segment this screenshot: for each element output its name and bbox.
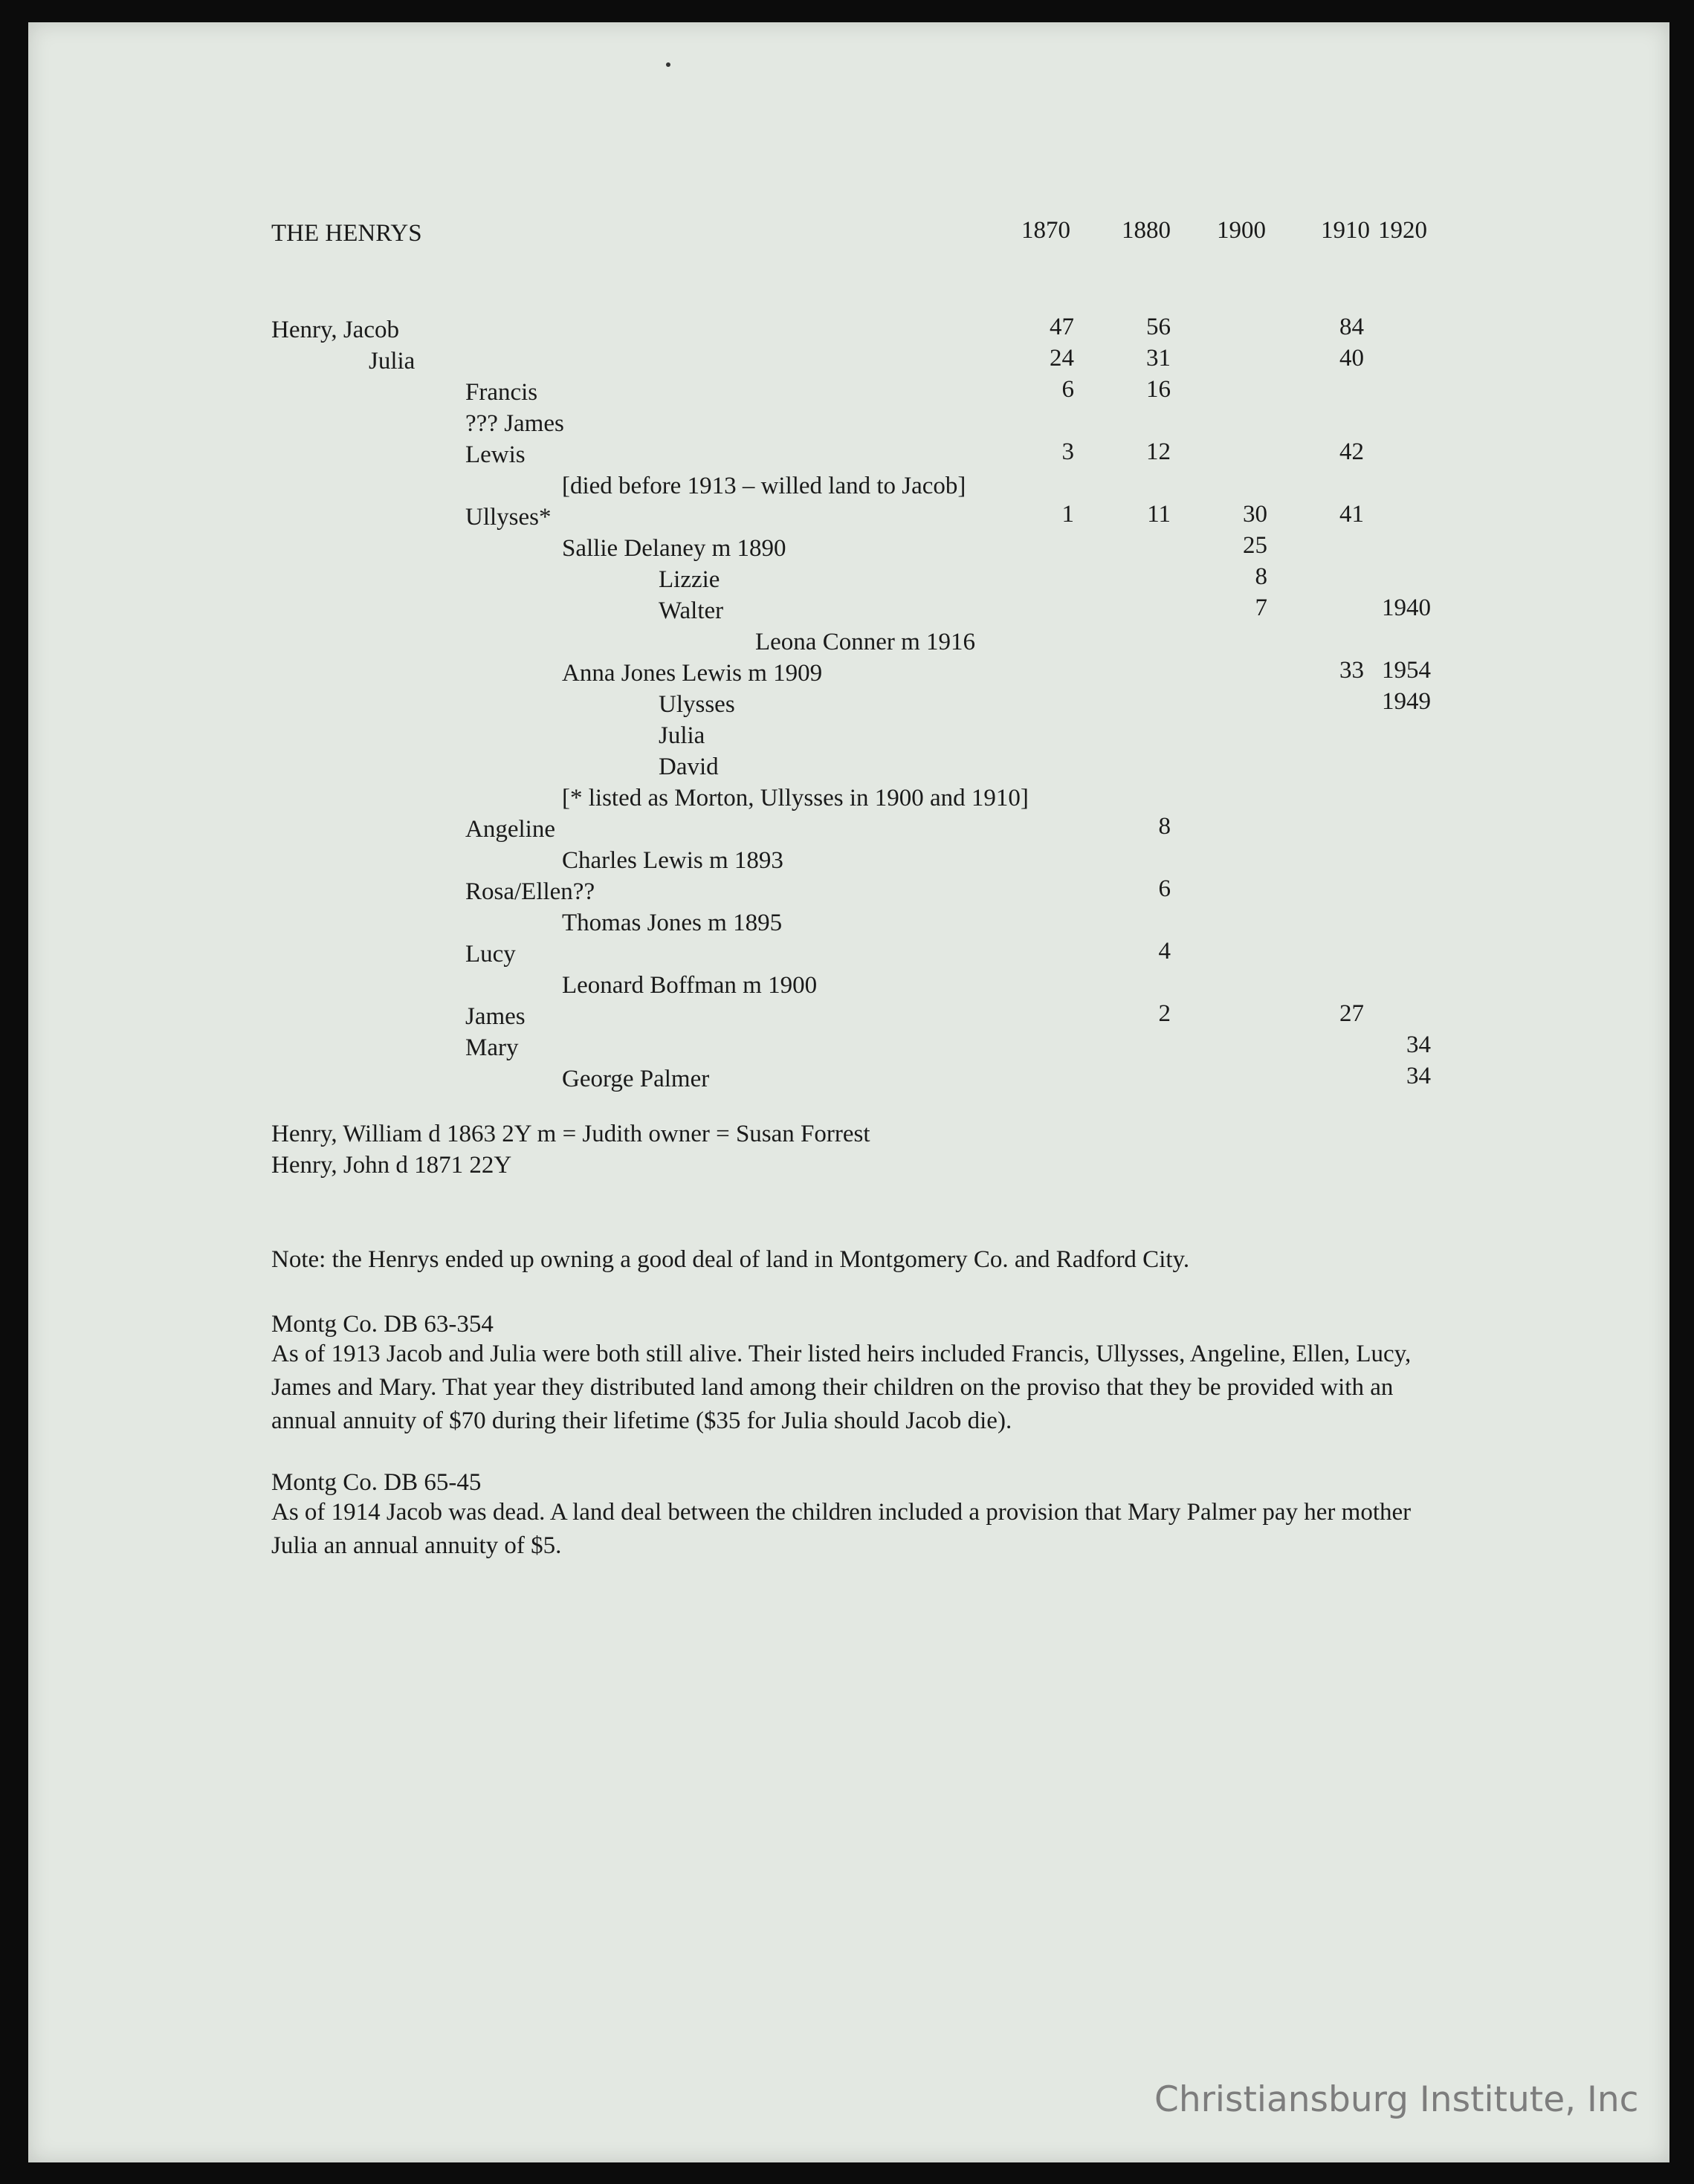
note-text: Note: the Henrys ended up owning a good deal of land in Montgomery Co. and Radford City. <box>271 1246 1190 1273</box>
row-age-1870: 1 <box>1061 501 1074 528</box>
row-name: Lucy <box>465 941 516 968</box>
row-age-1900: 25 <box>1243 532 1267 559</box>
row-age-1900: 7 <box>1255 594 1267 621</box>
row-age-1880: 16 <box>1146 376 1171 403</box>
deed-text-1: As of 1913 Jacob and Julia were both still alive. Their listed heirs included Francis, Ullysses, Angeline, Ellen, Lucy, James and Mary. That year they distributed land among their children on the proviso that they be provided with an annual annuity of $70 during their lifetime ($35 for Julia should Jacob die). <box>271 1341 1412 1434</box>
row-age-1910: 27 <box>1339 1000 1364 1027</box>
row-name: Charles Lewis m 1893 <box>562 847 783 874</box>
row-age-1900: 8 <box>1255 563 1267 590</box>
row-name: Walter <box>659 597 724 624</box>
row-name: [died before 1913 – willed land to Jacob] <box>562 473 966 499</box>
year-header-1920: 1920 <box>1378 217 1427 244</box>
row-age-1900: 30 <box>1243 501 1267 528</box>
row-name: Ulysses <box>659 691 735 718</box>
row-age-1910: 41 <box>1339 501 1364 528</box>
row-name: [* listed as Morton, Ullysses in 1900 and 1910] <box>562 785 1029 811</box>
page-title: THE HENRYS <box>271 220 422 247</box>
row-name: Thomas Jones m 1895 <box>562 910 783 936</box>
row-age-1920: 1949 <box>1382 688 1431 715</box>
row-age-1880: 11 <box>1147 501 1171 528</box>
row-age-1910: 42 <box>1339 438 1364 465</box>
row-age-1870: 3 <box>1061 438 1074 465</box>
row-age-1870: 6 <box>1061 376 1074 403</box>
other-entry-john: Henry, John d 1871 22Y <box>271 1152 512 1179</box>
year-header-1870: 1870 <box>1021 217 1070 244</box>
row-age-1880: 12 <box>1146 438 1171 465</box>
row-name: Angeline <box>465 816 555 843</box>
row-name: George Palmer <box>562 1066 710 1092</box>
row-name: Leonard Boffman m 1900 <box>562 972 818 999</box>
row-age-1880: 4 <box>1158 938 1171 965</box>
document-page <box>28 22 1669 2162</box>
deed-ref-2: Montg Co. DB 65-45 <box>271 1469 482 1496</box>
row-age-1880: 56 <box>1146 314 1171 340</box>
year-header-1880: 1880 <box>1122 217 1171 244</box>
row-name: ??? James <box>465 410 564 437</box>
row-age-1920: 34 <box>1406 1063 1431 1089</box>
row-name: Sallie Delaney m 1890 <box>562 535 786 562</box>
row-age-1910: 40 <box>1339 345 1364 372</box>
deed-ref-1: Montg Co. DB 63-354 <box>271 1311 494 1338</box>
deed-text-2: As of 1914 Jacob was dead. A land deal between the children included a provision that Mary Palmer pay her mother Julia an annual annuity of $5. <box>271 1499 1412 1559</box>
row-name: Henry, Jacob <box>271 317 399 343</box>
row-name: Mary <box>465 1034 519 1061</box>
row-name: Ullyses* <box>465 504 552 531</box>
row-age-1920: 1954 <box>1382 657 1431 684</box>
row-name: Julia <box>659 722 705 749</box>
row-age-1920: 34 <box>1406 1031 1431 1058</box>
watermark: Christiansburg Institute, Inc <box>1154 2079 1639 2120</box>
row-name: Leona Conner m 1916 <box>755 629 976 655</box>
row-age-1880: 8 <box>1158 813 1171 840</box>
row-name: Francis <box>465 379 538 406</box>
row-age-1870: 47 <box>1050 314 1074 340</box>
row-age-1880: 2 <box>1158 1000 1171 1027</box>
row-name: David <box>659 754 719 780</box>
row-age-1870: 24 <box>1050 345 1074 372</box>
other-entry-william: Henry, William d 1863 2Y m = Judith owner = Susan Forrest <box>271 1121 870 1147</box>
row-name: Lizzie <box>659 566 720 593</box>
paper-speck <box>666 62 670 67</box>
row-age-1910: 33 <box>1339 657 1364 684</box>
row-age-1920: 1940 <box>1382 594 1431 621</box>
row-age-1880: 31 <box>1146 345 1171 372</box>
row-name: Anna Jones Lewis m 1909 <box>562 660 823 687</box>
year-header-1900: 1900 <box>1217 217 1266 244</box>
year-header-1910: 1910 <box>1321 217 1370 244</box>
row-name: Lewis <box>465 441 526 468</box>
row-age-1910: 84 <box>1339 314 1364 340</box>
row-name: Julia <box>369 348 416 375</box>
row-name: James <box>465 1003 526 1030</box>
row-name: Rosa/Ellen?? <box>465 878 595 905</box>
row-age-1880: 6 <box>1158 875 1171 902</box>
